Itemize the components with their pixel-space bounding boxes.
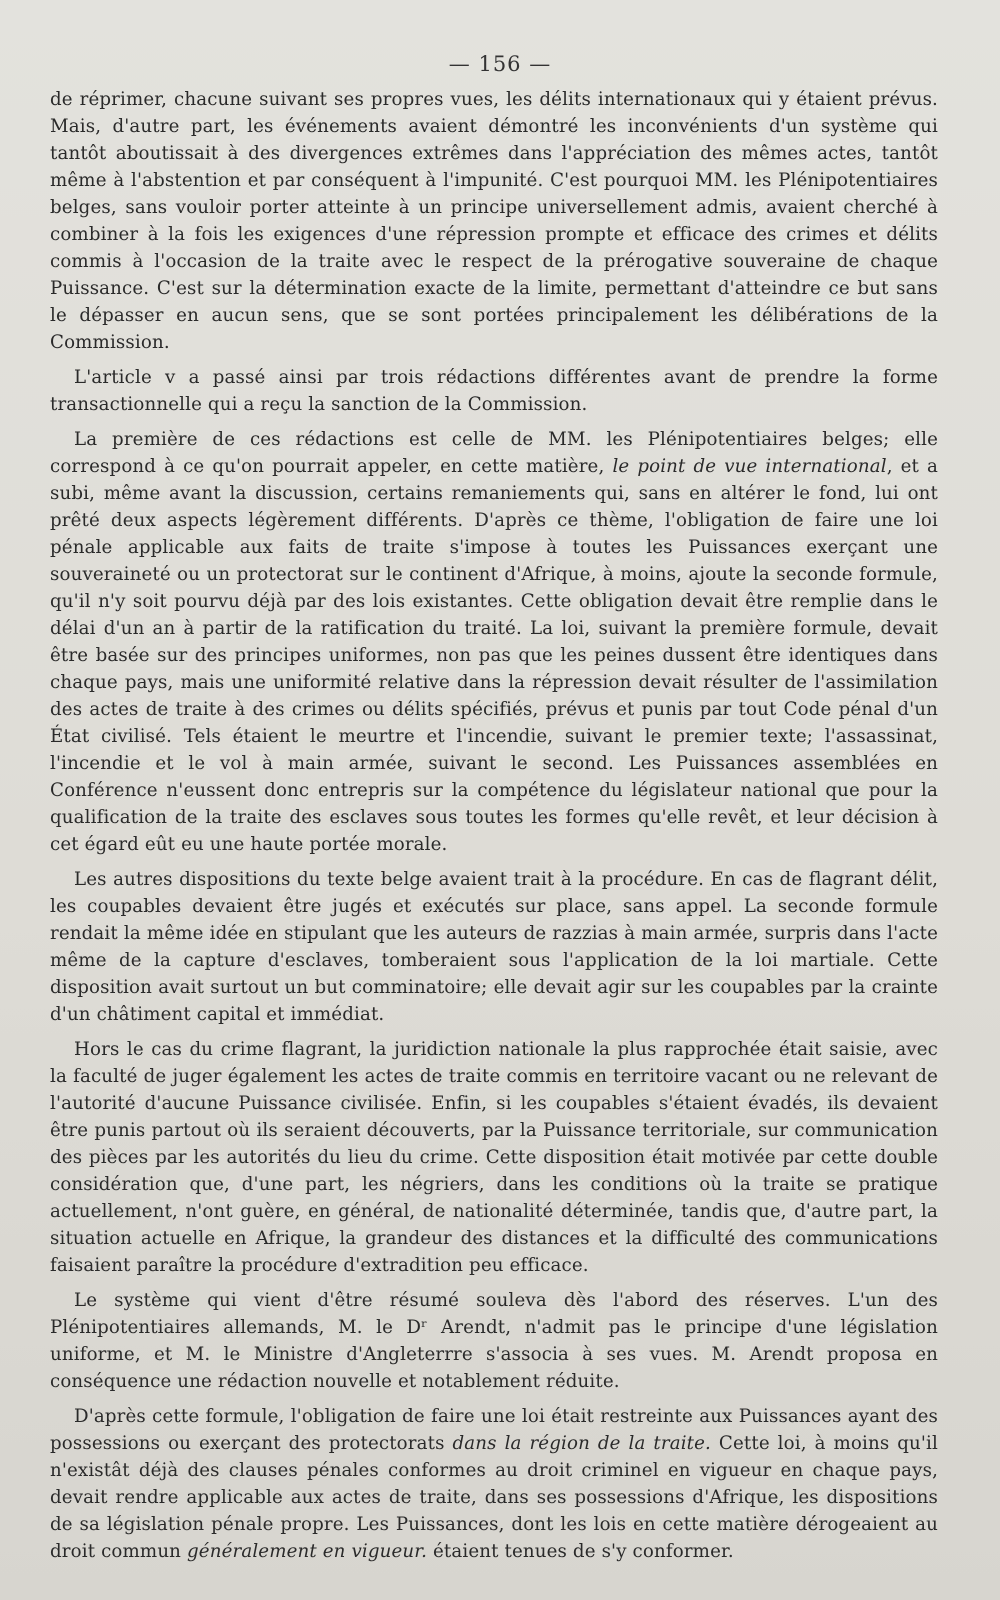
paragraph-6 xyxy=(50,1287,938,1395)
paragraph-4 xyxy=(50,866,938,1028)
italic-phrase: le point de vue international xyxy=(612,456,887,477)
paragraph-text: , et a subi, même avant la discussion, certains remaniements qui, sans en altérer le fond, lui ont prêté deux aspects légèrement différents. D'après ce thème, l'obligation de faire une loi pénale applicable aux faits de traite s'impose à toutes les Puissances exerçant une souveraineté ou un protectorat sur le continent d'Afrique, à moins, ajoute la seconde formule, qu'il n'y soit pourvu déjà par des lois existantes. Cette obligation devait être remplie dans le délai d'un an à partir de la ratification du traité. La loi, suivant la première formule, devait être basée sur des principes uniformes, non pas que les peines dussent être identiques dans chaque pays, mais une uniformité relative dans la répression devait résulter de l'assimilation des actes de traite à des crimes ou délits spécifiés, prévus et punis par tout Code pénal d'un État civilisé. Tels étaient le meurtre et l'incendie, suivant le premier texte; l'assassinat, l'incendie et le vol à main armée, suivant le second. Les Puissances assemblées en Conférence n'eussent donc entrepris sur la compétence du législateur national que pour la qualification de la traite des esclaves sous toutes les formes qu'elle revêt, et leur décision à cet égard eût eu une haute portée morale. xyxy=(50,456,938,855)
paragraph-text: Les autres dispositions du texte belge avaient trait à la procédure. En cas de flagrant délit, les coupables devaient être jugés et exécutés sur place, sans appel. La seconde formule rendait la même idée en stipulant que les auteurs de razzias à main armée, surpris dans l'acte même de la capture d'esclaves, tomberaient sous l'application de la loi martiale. Cette disposition avait surtout un but comminatoire; elle devait agir sur les coupables par la crainte d'un châtiment capital et immédiat. xyxy=(50,869,938,1025)
paragraph-7 xyxy=(50,1403,938,1565)
paragraph-text: Hors le cas du crime flagrant, la juridiction nationale la plus rapprochée était saisie, avec la faculté de juger également les actes de traite commis en territoire vacant ou ne relevant de l'autorité d'aucune Puissance civilisée. Enfin, si les coupables s'étaient évadés, ils devaient être punis partout où ils seraient découverts, par la Puissance territoriale, sur communication des pièces par les autorités du lieu du crime. Cette disposition était motivée par cette double considération que, d'une part, les négriers, dans les conditions où la traite se pratique actuellement, n'ont guère, en général, de nationalité déterminée, tandis que, d'autre part, la situation actuelle en Afrique, la grandeur des distances et la difficulté des communications faisaient paraître la procédure d'extradition peu efficace. xyxy=(50,1039,938,1276)
page-body xyxy=(50,86,938,1573)
paragraph-text: étaient tenues de s'y conformer. xyxy=(427,1541,734,1562)
paragraph-text: La première de ces rédactions est celle de MM. les Plénipotentiaires belges; elle correspond à ce qu'on pourrait appeler, en cette matière, xyxy=(50,429,938,477)
italic-phrase: généralement en vigueur. xyxy=(187,1541,428,1562)
paragraph-2 xyxy=(50,364,938,418)
paragraph-text: L'article v a passé ainsi par trois rédactions différentes avant de prendre la forme transactionnelle qui a reçu la sanction de la Commission. xyxy=(50,367,938,415)
paragraph-1 xyxy=(50,86,938,356)
paragraph-text: de réprimer, chacune suivant ses propres vues, les délits internationaux qui y étaient prévus. Mais, d'autre part, les événements avaient démontré les inconvénients d'un système qui tantôt aboutissait à des divergences extrêmes dans l'appréciation des mêmes actes, tantôt même à l'abstention et par conséquent à l'impunité. C'est pourquoi MM. les Plénipotentiaires belges, sans vouloir porter atteinte à un principe universellement admis, avaient cherché à combiner à la fois les exigences d'une répression prompte et efficace des crimes et délits commis à l'occasion de la traite avec le respect de la prérogative souveraine de chaque Puissance. C'est sur la détermination exacte de la limite, permettant d'atteindre ce but sans le dépasser en aucun sens, que se sont portées principalement les délibérations de la Commission. xyxy=(50,89,938,353)
page-number: — 156 — xyxy=(448,52,552,76)
italic-phrase: dans la région de la traite. xyxy=(452,1433,711,1454)
paragraph-5 xyxy=(50,1036,938,1279)
paragraph-text: Cette loi, à moins qu'il n'existât déjà des clauses pénales conformes au droit criminel en vigueur en chaque pays, devait rendre applicable aux actes de traite, dans ses possessions d'Afrique, les dispositions de sa législation pénale propre. Les Puissances, dont les lois en cette matière dérogeaient au droit commun xyxy=(50,1433,938,1562)
paragraph-text: Le système qui vient d'être résumé souleva dès l'abord des réserves. L'un des Plénipotentiaires allemands, M. le Dʳ Arendt, n'admit pas le principe d'une législation uniforme, et M. le Ministre d'Angleterrre s'associa à ses vues. M. Arendt proposa en conséquence une rédaction nouvelle et notablement réduite. xyxy=(50,1290,938,1392)
paragraph-3 xyxy=(50,426,938,858)
paragraph-text: D'après cette formule, l'obligation de faire une loi était restreinte aux Puissances ayant des possessions ou exerçant des protectorats xyxy=(50,1406,938,1454)
